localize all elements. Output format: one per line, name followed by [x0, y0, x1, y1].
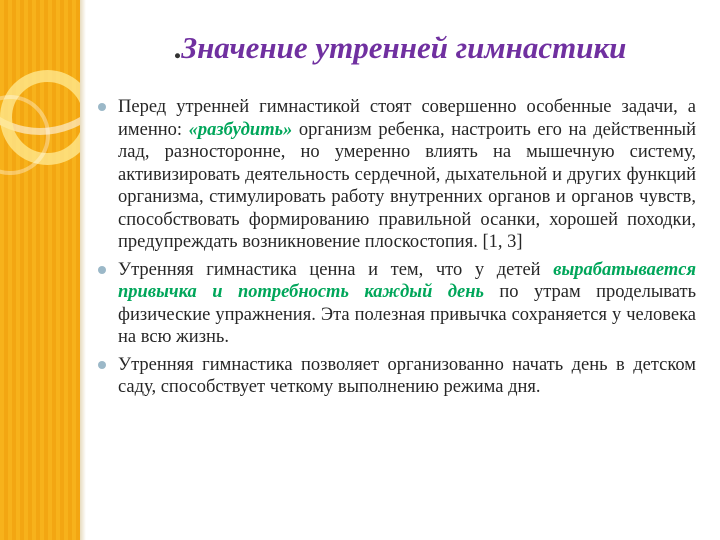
side-band-shadow — [80, 0, 86, 540]
title-dot: . — [173, 30, 182, 65]
bullet-text: Перед утренней гимнастикой стоят совершенно особенные задачи, а именно: — [118, 97, 696, 140]
decorative-side-band — [0, 0, 80, 540]
title-text: Значение утренней гимнастики — [181, 30, 627, 65]
bullet-text: по утрам проделывать физические упражнения. Эта полезная привычка сохраняется у человека на всю жизнь. — [118, 282, 697, 347]
bullet-list — [96, 96, 696, 404]
bullet-text: Утренняя гимнастика ценна и тем, что у детей — [118, 259, 554, 280]
bullet-highlight: вырабатывается привычка и потребность каждый день — [118, 259, 696, 302]
bullet-highlight: «разбудить» — [188, 119, 293, 140]
bullet-item — [96, 259, 696, 349]
bullet-text: Утренняя гимнастика позволяет организованно начать день в детском саду, способствует четкому выполнению режима дня. — [118, 354, 696, 397]
bullet-text: организм ребенка, настроить его на действенный лад, разносторонне, но умеренно влиять на мышечную систему, активизировать деятельность сердечной, дыхательной и других функций организма, стимулировать работу внутренних органов и органов чувств, способствовать формированию правильной осанки, хорошей походки, предупреждать возникновение плоскостопия. [1, 3] — [118, 119, 697, 252]
bullet-marker-icon — [98, 103, 106, 111]
bullet-marker-icon — [98, 361, 106, 369]
bullet-item — [96, 354, 696, 399]
slide-title — [95, 30, 705, 66]
bullet-marker-icon — [98, 266, 106, 274]
bullet-item — [96, 96, 696, 254]
